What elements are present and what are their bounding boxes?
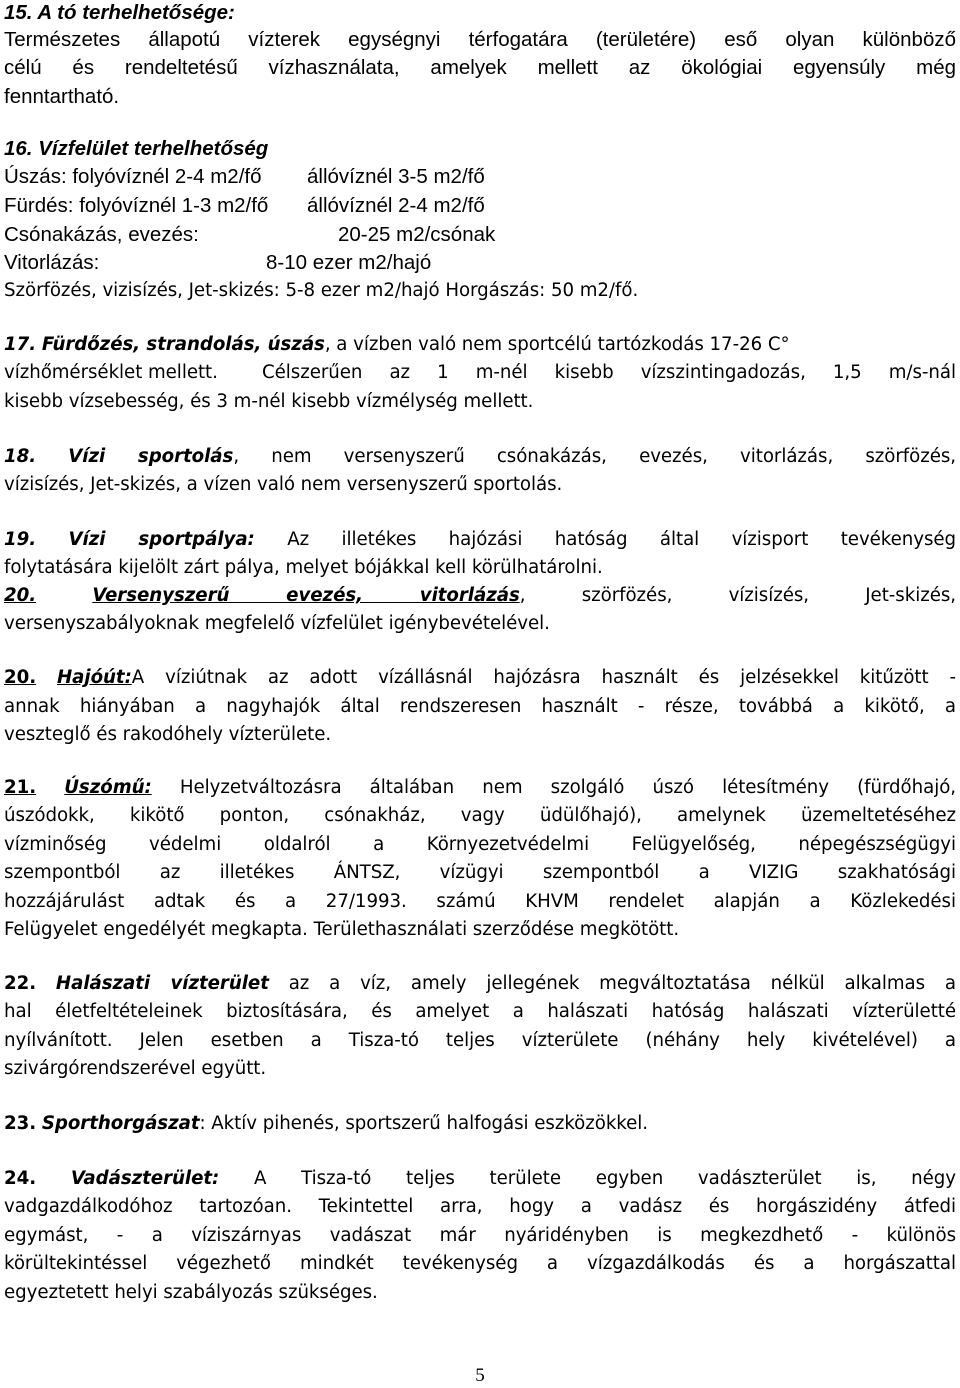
- vitorlazas-label: Vitorlázás:: [4, 251, 100, 274]
- section-21-line-3: [4, 836, 956, 862]
- section-19-num: 19.: [4, 529, 37, 550]
- section-15-line-1: [4, 30, 956, 56]
- csonak-value: 20-25 m2/csónak: [338, 223, 496, 246]
- section-17-num: 17.: [4, 334, 37, 355]
- section-23-num: 23.: [4, 1113, 37, 1134]
- section-22-text: nyílvánított. Jelen esetben a Tisza-tó teljes vízterülete (néhány hely kivételével) a: [4, 1030, 956, 1051]
- section-21-line-2: [4, 807, 956, 833]
- section-18-line-2: vízisízés, Jet-skizés, a vízen való nem versenyszerű sportolás.: [4, 474, 563, 495]
- section-22-title: Halászati vízterület: [55, 973, 269, 994]
- section-18-rest: , nem versenyszerű csónakázás, evezés, vitorlázás, szörfözés,: [233, 446, 957, 467]
- section-23-rest: : Aktív pihenés, sportszerű halfogási eszközökkel.: [199, 1113, 649, 1134]
- section-20a-rest: , szörfözés, vízisízés, Jet-skizés,: [519, 585, 956, 606]
- section-15-text: célú és rendeltetésű vízhasználata, amelyek mellett az ökológiai egyensúly még: [4, 56, 956, 79]
- section-21-rest: Helyzetváltozásra általában nem szolgáló úszó létesítmény (fürdőhajó,: [151, 777, 957, 798]
- section-19-rest: Az illetékes hajózási hatóság által vízisport tevékenység: [254, 529, 957, 550]
- section-17-line-2b: [262, 364, 956, 382]
- section-19-text: [4, 531, 956, 549]
- section-22-num: 22.: [4, 973, 37, 994]
- section-24-text: [4, 1170, 956, 1188]
- section-20a-title: Versenyszerű evezés, vitorlázás: [92, 585, 520, 606]
- section-22-text: hal életfeltételeinek biztosítására, és amelyet a halászati hatóság halászati vízterületté: [4, 1001, 956, 1022]
- section-21-text: úszódokk, kikötő ponton, csónakház, vagy üdülőhajó), amelynek üzemeltetéséhez: [4, 805, 956, 826]
- section-22-line-4: szivárgórendszerével együtt.: [4, 1058, 267, 1079]
- section-19-line-2: folytatására kijelölt zárt pálya, melyet bójákkal kell körülhatárolni.: [4, 557, 603, 578]
- section-20a-num: 20.: [4, 585, 37, 606]
- section-24-title: Vadászterület:: [70, 1168, 220, 1189]
- section-20b-line-3: veszteglő és rakodóhely vízterülete.: [4, 724, 332, 745]
- uszas-river: Úszás: folyóvíznél 2-4 m2/fő: [4, 165, 262, 188]
- section-24-text: körültekintéssel végezhető mindkét tevékenység a vízgazdálkodás és a horgászattal: [4, 1253, 956, 1274]
- section-20b-text: annak hiányában a nagyhajók által rendszeresen használt - része, továbbá a kikötő, a: [4, 696, 956, 717]
- section-20a-text: [4, 587, 956, 605]
- section-18-title: Vízi sportolás: [68, 446, 234, 467]
- furdes-lake: állóvíznél 2-4 m2/fő: [307, 194, 485, 217]
- section-20b-line-2: [4, 698, 956, 724]
- section-21-title: Úszómű:: [64, 777, 152, 798]
- section-24-text: egymást, - a víziszárnyas vadászat már nyáridényben is megkezdhető - különös: [4, 1225, 956, 1246]
- section-24-num: 24.: [4, 1168, 37, 1189]
- section-23-title: Sporthorgászat: [41, 1113, 200, 1134]
- section-21-text: vízminőség védelmi oldalról a Környezetvédelmi Felügyelőség, népegészségügyi: [4, 834, 956, 855]
- section-20b-title: Hajóút:: [57, 667, 132, 688]
- szorfozes-line: Szörfözés, vizisízés, Jet-skizés: 5-8 ezer m2/hajó Horgászás: 50 m2/fő.: [4, 280, 639, 301]
- section-18-text: [4, 448, 956, 466]
- section-19-title: Vízi sportpálya:: [68, 529, 255, 550]
- section-17-line-1: [4, 336, 790, 354]
- section-22-text: [4, 975, 956, 993]
- section-20b-text: [4, 669, 956, 687]
- uszas-lake: állóvíznél 3-5 m2/fő: [307, 165, 485, 188]
- furdes-river: Fürdés: folyóvíznél 1-3 m2/fő: [4, 194, 269, 217]
- section-24-line-3: [4, 1227, 956, 1253]
- section-21-text: hozzájárulást adtak és a 27/1993. számú KHVM rendelet alapján a Közlekedési: [4, 891, 956, 912]
- page-number: 5: [475, 1365, 485, 1386]
- section-15-heading: 15. A tó terhelhetősége:: [4, 1, 235, 24]
- section-17-text: Célszerűen az 1 m-nél kisebb vízszintingadozás, 1,5 m/s-nál: [262, 362, 956, 383]
- vitorlazas-value: 8-10 ezer m2/hajó: [266, 251, 432, 274]
- section-17-line-2: [4, 364, 218, 382]
- section-20b-num: 20.: [4, 667, 37, 688]
- section-24-line-1: [4, 1170, 956, 1196]
- section-15-line-2: [4, 58, 956, 84]
- section-24-line-4: [4, 1255, 956, 1281]
- section-24-text: vadgazdálkodóhoz tartozóan. Tekintettel arra, hogy a vadász és horgászidény átfedi: [4, 1196, 956, 1217]
- csonak-label: Csónakázás, evezés:: [4, 223, 199, 246]
- section-22-line-3: [4, 1032, 956, 1058]
- section-15-line-3: fenntartható.: [4, 85, 120, 108]
- section-19-line-1: [4, 531, 956, 557]
- section-24-line-2: [4, 1198, 956, 1224]
- section-24-line-5: egyeztetett helyi szabályozás szükséges.: [4, 1282, 378, 1303]
- section-21-line-4: [4, 864, 956, 890]
- section-21-line-5: [4, 893, 956, 919]
- section-20b-line-1: [4, 669, 956, 695]
- section-18-line-1: [4, 448, 956, 474]
- section-21-line-1: [4, 779, 956, 805]
- section-16-heading: 16. Vízfelület terhelhetőség: [4, 137, 269, 160]
- section-22-line-1: [4, 975, 956, 1001]
- section-22-line-2: [4, 1003, 956, 1029]
- section-17-text: , a vízben való nem sportcélú tartózkodás 17-26 C°: [324, 334, 790, 355]
- section-15-text: Természetes állapotú vízterek egységnyi térfogatára (területére) eső olyan különböző: [4, 28, 956, 51]
- section-18-num: 18.: [4, 446, 37, 467]
- section-22-rest: az a víz, amely jellegének megváltoztatása nélkül alkalmas a: [268, 973, 956, 994]
- section-17-text: vízhőmérséklet mellett.: [4, 362, 218, 383]
- section-21-text: szempontból az illetékes ÁNTSZ, vízügyi szempontból a VIZIG szakhatósági: [4, 862, 956, 883]
- section-17-title: Fürdőzés, strandolás, úszás: [41, 334, 325, 355]
- section-21-num: 21.: [4, 777, 37, 798]
- section-17-line-3: kisebb vízsebesség, és 3 m-nél kisebb vízmélység mellett.: [4, 391, 534, 412]
- section-23-line-1: [4, 1115, 648, 1133]
- section-21-line-6: Felügyelet engedélyét megkapta. Területhasználati szerződése megkötött.: [4, 919, 680, 940]
- section-20a-line-1: [4, 587, 956, 613]
- section-20a-line-2: versenyszabályoknak megfelelő vízfelület igénybevételével.: [4, 613, 550, 634]
- section-21-text: [4, 779, 956, 797]
- section-24-rest: A Tisza-tó teljes területe egyben vadászterület is, négy: [219, 1168, 956, 1189]
- section-20b-rest: A víziútnak az adott vízállásnál hajózásra használt és jelzésekkel kitűzött -: [131, 667, 957, 688]
